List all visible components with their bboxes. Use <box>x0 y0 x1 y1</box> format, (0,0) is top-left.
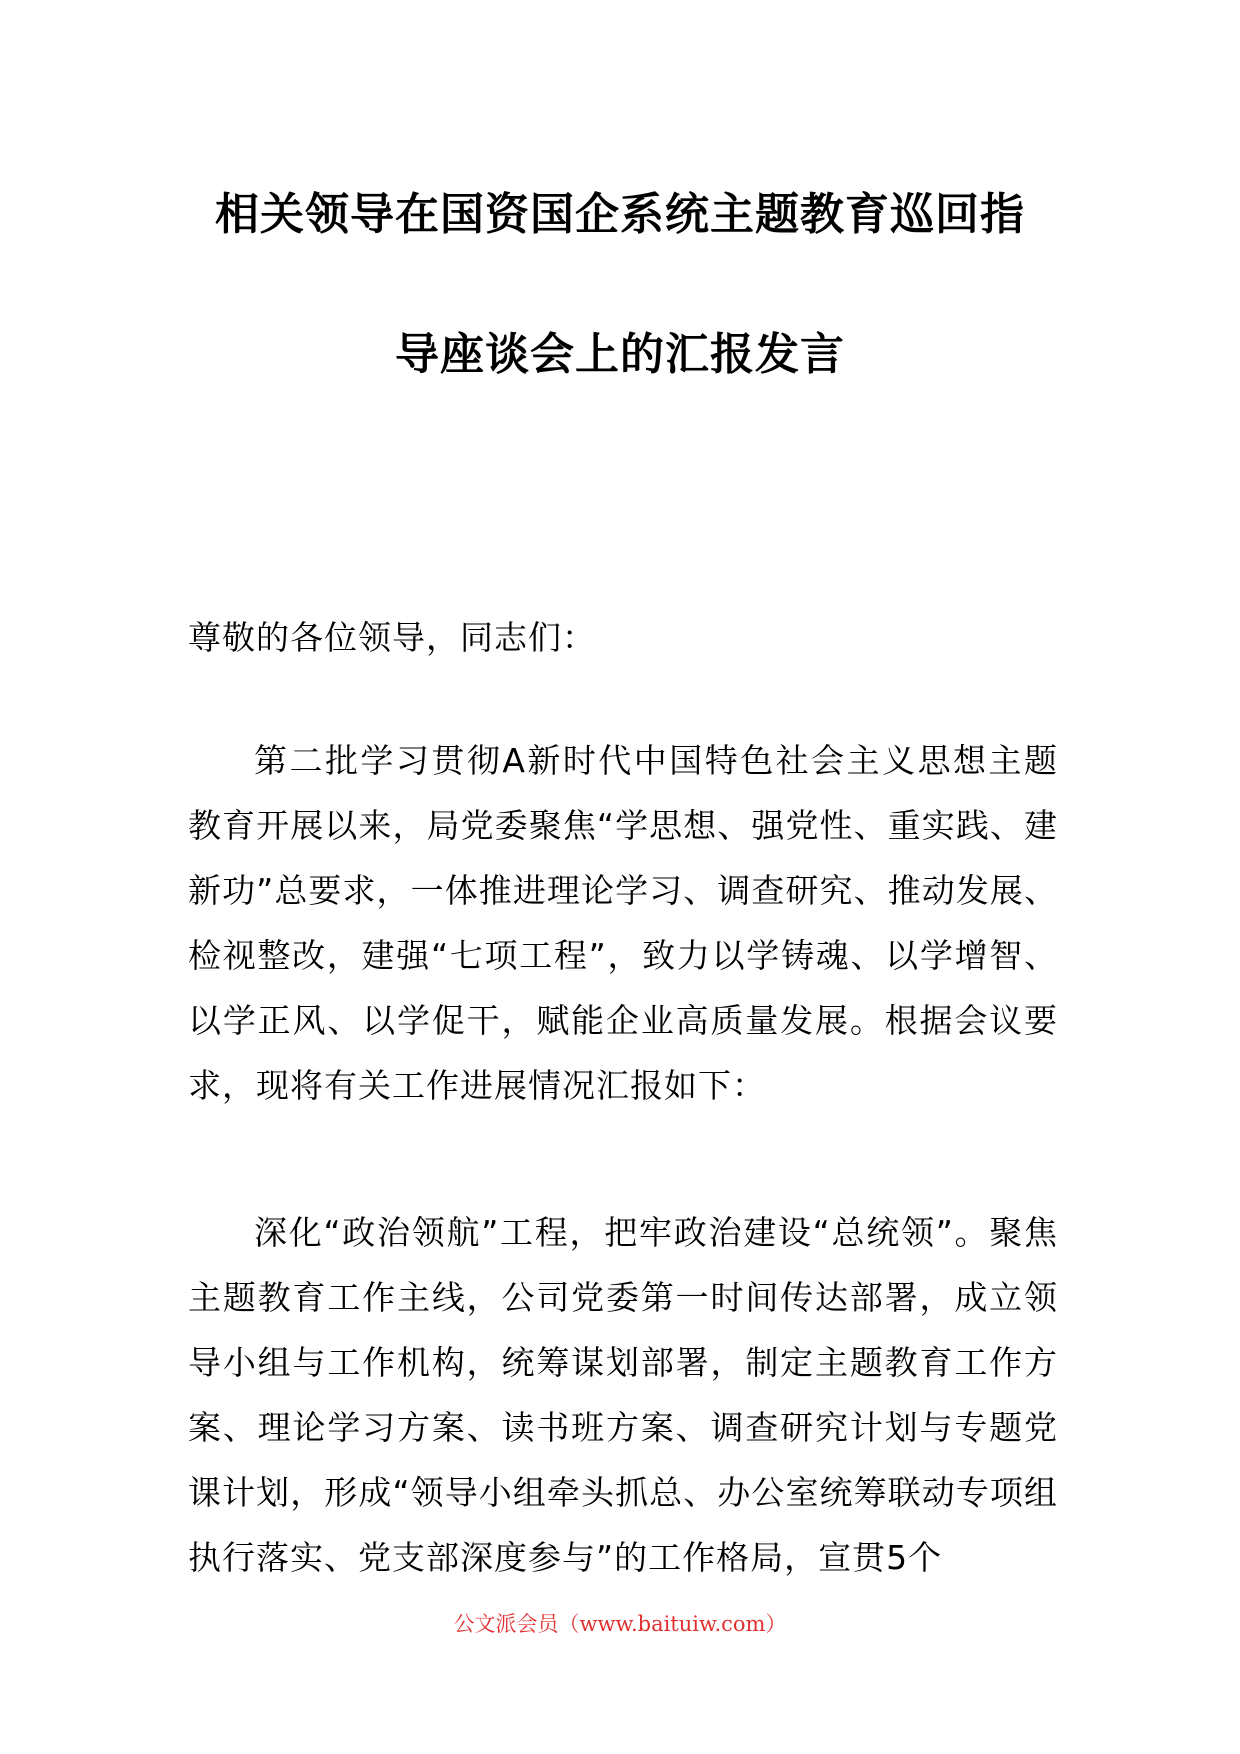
paragraph-2: 深化“政治领航”工程，把牢政治建设“总统领”。聚焦主题教育工作主线，公司党委第一时间传达部署，成立领导小组与工作机构，统筹谋划部署，制定主题教育工作方案、理论学习方案、读书班方案、调查研究计划与专题党课计划，形成“领导小组牵头抓总、办公室统筹联动专项组执行落实、党支部深度参与”的工作格局，宣贯5个 <box>188 1213 1058 1577</box>
document-title-line-1: 相关领导在国资国企系统主题教育巡回指 <box>215 189 1025 240</box>
paragraph-1: 第二批学习贯彻A新时代中国特色社会主义思想主题教育开展以来，局党委聚焦“学思想、强党性、重实践、建新功”总要求，一体推进理论学习、调查研究、推动发展、检视整改，建强“七项工程”，致力以学铸魂、以学增智、以学正风、以学促干，赋能企业高质量发展。根据会议要求，现将有关工作进展情况汇报如下： <box>188 741 1058 1105</box>
salutation: 尊敬的各位领导，同志们： <box>188 618 596 657</box>
footer-watermark: 公文派会员（www.baituiw.com） <box>453 1612 787 1636</box>
document-title-line-2: 导座谈会上的汇报发言 <box>395 329 845 380</box>
